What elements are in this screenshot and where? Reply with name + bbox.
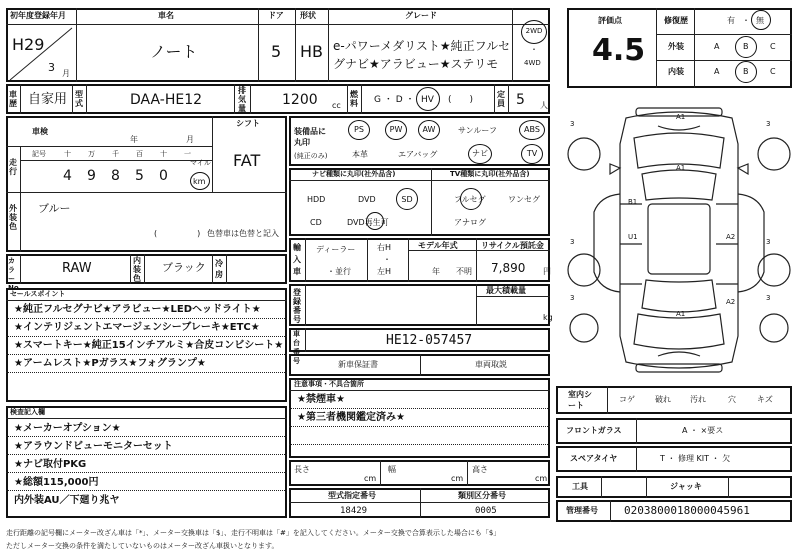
recycle-yen: 円 — [543, 267, 551, 276]
car-name: ノート — [150, 42, 198, 61]
tools-label: 工具 — [572, 482, 588, 491]
max-load-label: 最大積載量 — [486, 286, 526, 295]
fuel-selected: HV — [421, 95, 434, 105]
type-number-value: 18429 — [340, 506, 368, 516]
digit-header: 百 — [136, 150, 143, 158]
sheet-scratch: キズ — [757, 395, 773, 404]
equip-ps: PS — [354, 125, 364, 134]
import-dealer: ディーラー — [316, 245, 356, 254]
dim-height: 高さ — [472, 465, 488, 474]
color-label: 外装色 — [9, 204, 17, 231]
inspector-note-1: ★メーカーオプション★ — [14, 423, 121, 434]
color-note: 色替車は色替と記入 — [207, 229, 279, 238]
mark-a2-right: A2 — [726, 233, 736, 241]
color-no: RAW — [62, 261, 92, 276]
doors: 5 — [271, 42, 282, 61]
score-label: 評価点 — [598, 16, 622, 25]
mileage-digit: 4 — [63, 168, 72, 184]
exterior-label: 外装 — [668, 42, 684, 51]
recycle-label: リサイクル預託金 — [481, 241, 544, 250]
displacement-unit: cc — [332, 101, 341, 110]
model-year-label: モデル年式 — [418, 241, 458, 250]
mark-b1: B1 — [628, 198, 638, 206]
class-number-value: 0005 — [475, 506, 497, 516]
mile-label: マイル — [190, 159, 211, 167]
reg-month: 3 — [48, 61, 55, 74]
digit-header: 十 — [64, 150, 71, 158]
model-year-unknown: 不明 — [456, 267, 472, 276]
dim-length: 長さ — [294, 465, 310, 474]
mileage-sub: 記号 — [32, 150, 46, 158]
inspector-label: 検査記入欄 — [10, 408, 45, 416]
tv-oneseg: ワンセグ — [508, 195, 540, 204]
import-dot: ・ — [383, 255, 391, 264]
mark-3-f: 3 — [766, 294, 771, 302]
chassis-value: HE12-057457 — [386, 333, 473, 348]
equip-leather: 本革 — [352, 150, 368, 159]
grade-line1: e-パワーメダリスト★純正フルセ — [333, 39, 511, 53]
sales-point-2: ★インテリジェントエマージェンシーブレーキ★ETC★ — [14, 322, 260, 333]
tv-analog: アナログ — [454, 218, 486, 227]
car-name-label: 車名 — [158, 11, 174, 20]
ac-label: 冷房 — [215, 259, 223, 279]
navi-sd: SD — [401, 195, 413, 204]
recycle-value: 7,890 — [491, 261, 526, 275]
capacity-label: 定員 — [497, 90, 505, 108]
dim-width: 幅 — [388, 465, 396, 474]
digit-header: 十 — [160, 150, 167, 158]
interior-a: A — [714, 67, 720, 76]
windshield-value: A ・ ×要ス — [682, 426, 724, 435]
inspector-note-5: 内外装AU／下廻り兆ヤ — [14, 495, 120, 506]
equip-airbag: エアバッグ — [398, 150, 438, 159]
import-right: 右H — [377, 243, 392, 252]
new-car-warranty: 新車保証書 — [338, 360, 378, 369]
import-left: 左H — [377, 267, 392, 276]
exterior-a: A — [714, 42, 720, 51]
equip-pw: PW — [389, 125, 403, 134]
shaken-label: 車検 — [32, 127, 48, 136]
sales-point-1: ★純正フルセグナビ★アラビュー★LEDヘッドライト★ — [14, 304, 261, 315]
equip-abs: ABS — [524, 125, 540, 134]
dim-width-unit: cm — [451, 474, 464, 483]
mgmt-label: 管理番号 — [566, 506, 598, 515]
color-no-row — [6, 254, 287, 284]
mark-a1-hood: A1 — [676, 164, 686, 172]
sales-point-4: ★アームレスト★Pガラス★フォグランプ★ — [14, 358, 206, 369]
capacity-unit: 人 — [540, 101, 548, 110]
mark-3-e: 3 — [570, 294, 575, 302]
navi-dvd-play: DVD再生可 — [347, 218, 389, 227]
sales-points-label: セールスポイント — [10, 290, 66, 298]
equipment-label: 装備品に丸印 — [294, 127, 326, 147]
note-2: ★第三者機関鑑定済み★ — [297, 412, 405, 423]
model-year-unit: 年 — [432, 267, 440, 276]
repair-label: 修復歴 — [664, 16, 688, 25]
drive-2wd: 2WD — [525, 27, 543, 35]
shift: FAT — [233, 151, 261, 170]
note-1: ★禁煙車★ — [297, 394, 345, 405]
interior-c: C — [770, 67, 776, 76]
mileage-digit: 0 — [159, 168, 168, 184]
shape-label: 形状 — [300, 11, 316, 20]
car-damage-diagram — [566, 104, 792, 378]
inspector-note-3: ★ナビ取付PKG — [14, 459, 87, 470]
spare-value: T ・ 修理 KIT ・ 欠 — [660, 454, 731, 463]
repair-yes: 有 — [727, 16, 735, 25]
interior-sheet-label: 室内シート — [568, 390, 592, 410]
interior-label: 内装 — [668, 67, 684, 76]
km-label: km — [193, 177, 206, 186]
shape: HB — [300, 42, 324, 61]
windshield-label: フロントガラス — [566, 426, 622, 435]
type-number-label: 型式指定番号 — [328, 491, 376, 500]
equipment-sub: (純正のみ) — [294, 152, 328, 160]
footnote-line2: ただしメーター交換の条件を満たしていないものはメーター改ざん車扱いとなります。 — [6, 542, 279, 550]
score-value: 4.5 — [592, 33, 646, 68]
fuel-label: 燃料 — [350, 90, 358, 108]
dim-height-unit: cm — [535, 474, 548, 483]
grade-label: グレード — [405, 11, 437, 20]
equip-sunroof: サンルーフ — [458, 126, 497, 135]
exterior-c: C — [770, 42, 776, 51]
sheet-burn: コゲ — [619, 395, 635, 404]
mileage-digit: 8 — [111, 168, 120, 184]
repair-dot: ・ — [742, 16, 750, 25]
class-number-label: 類別区分番号 — [458, 491, 506, 500]
vehicle-class: 自家用 — [28, 92, 68, 107]
tv-fullseg: フルセグ — [454, 195, 486, 204]
mark-u1: U1 — [628, 233, 638, 241]
mark-3-c: 3 — [570, 238, 575, 246]
navi-dvd: DVD — [358, 195, 376, 204]
shaken-month-unit: 月 — [186, 135, 194, 144]
mgmt-value: 0203800018000045961 — [624, 504, 750, 517]
shaken-year-unit: 年 — [130, 135, 138, 144]
max-load-unit: kg — [543, 313, 553, 322]
interior-color: ブラック — [162, 261, 206, 274]
digit-header: 万 — [88, 150, 95, 158]
digit-header: 千 — [112, 150, 119, 158]
jack-label: ジャッキ — [670, 482, 702, 491]
vehicle-class-label: 車歴 — [9, 90, 17, 108]
mileage-label: 走行 — [9, 158, 17, 176]
chassis-label: 車台番号 — [293, 330, 300, 365]
sheet-dirt: 汚れ — [690, 395, 706, 404]
equip-aw: AW — [422, 125, 436, 134]
equip-navi: ナビ — [472, 149, 488, 158]
color-value: ブルー — [38, 202, 71, 215]
drive-4wd: 4WD — [524, 59, 541, 67]
dim-length-unit: cm — [364, 474, 377, 483]
exterior-b: B — [743, 42, 749, 51]
mark-a1-trunk: A1 — [676, 310, 686, 318]
capacity: 5 — [516, 92, 525, 108]
first-reg-label: 初年度登録年月 — [10, 11, 66, 20]
fuel-options: G ・ D ・ — [374, 95, 415, 105]
repair-no: 無 — [756, 16, 764, 25]
shift-label: シフト — [236, 119, 260, 128]
reg-year: H29 — [12, 35, 45, 54]
inspector-note-2: ★アラウンドビューモニターセット — [14, 441, 173, 452]
import-label: 輸入車 — [293, 243, 301, 276]
sheet-tear: 破れ — [655, 395, 671, 404]
dims-row — [289, 460, 550, 486]
interior-b: B — [743, 67, 749, 76]
digit-header: 一 — [184, 150, 191, 158]
spare-label: スペアタイヤ — [570, 454, 618, 463]
drive-dot: ・ — [530, 45, 538, 54]
notes-label: 注意事項・不具合箇所 — [294, 380, 364, 388]
mark-3-d: 3 — [766, 238, 771, 246]
door-label: ドア — [268, 11, 284, 20]
color-paren: ( ) — [154, 229, 201, 238]
navi-cd: CD — [310, 218, 322, 227]
model-label: 型式 — [75, 90, 83, 108]
navi-hdd: HDD — [307, 195, 326, 204]
mileage-digit: 9 — [87, 168, 96, 184]
reg-number-label: 登録番号 — [293, 288, 301, 324]
mark-a2-rear: A2 — [726, 298, 736, 306]
mark-a1-front: A1 — [676, 113, 686, 121]
color-no-label: カラーNo. — [8, 257, 22, 292]
tv-type-label: TV種類に丸印(社外品含) — [450, 170, 530, 178]
reg-month-unit: 月 — [62, 69, 70, 78]
interior-color-label: 内装色 — [133, 256, 141, 283]
manual: 車両取説 — [475, 360, 507, 369]
sales-point-3: ★スマートキー★純正15インチアルミ★合皮コンビシート★ — [14, 340, 284, 351]
mileage-digit: 5 — [135, 168, 144, 184]
import-parallel: ・並行 — [327, 267, 351, 276]
displacement-label: 排気量 — [238, 86, 246, 113]
grade-line2: グナビ★アラビュー★ステリモ — [333, 57, 499, 71]
fuel-paren: ( ) — [448, 95, 474, 105]
displacement: 1200 — [282, 92, 318, 108]
mark-3-a: 3 — [570, 120, 575, 128]
equip-tv: TV — [526, 149, 538, 158]
sheet-hole: 穴 — [728, 395, 736, 404]
inspector-note-4: ★総額115,000円 — [14, 477, 99, 488]
model: DAA-HE12 — [130, 92, 203, 108]
mark-3-b: 3 — [766, 120, 771, 128]
navi-type-label: ナビ種類に丸印(社外品含) — [312, 170, 396, 178]
footnote-line1: 走行距離の記号欄にメーター改ざん車は「*」、メーター交換車は「$」、走行不明車は「#」を記入してください。メーター交換で合算表示した場合にも「$」 — [6, 529, 501, 537]
